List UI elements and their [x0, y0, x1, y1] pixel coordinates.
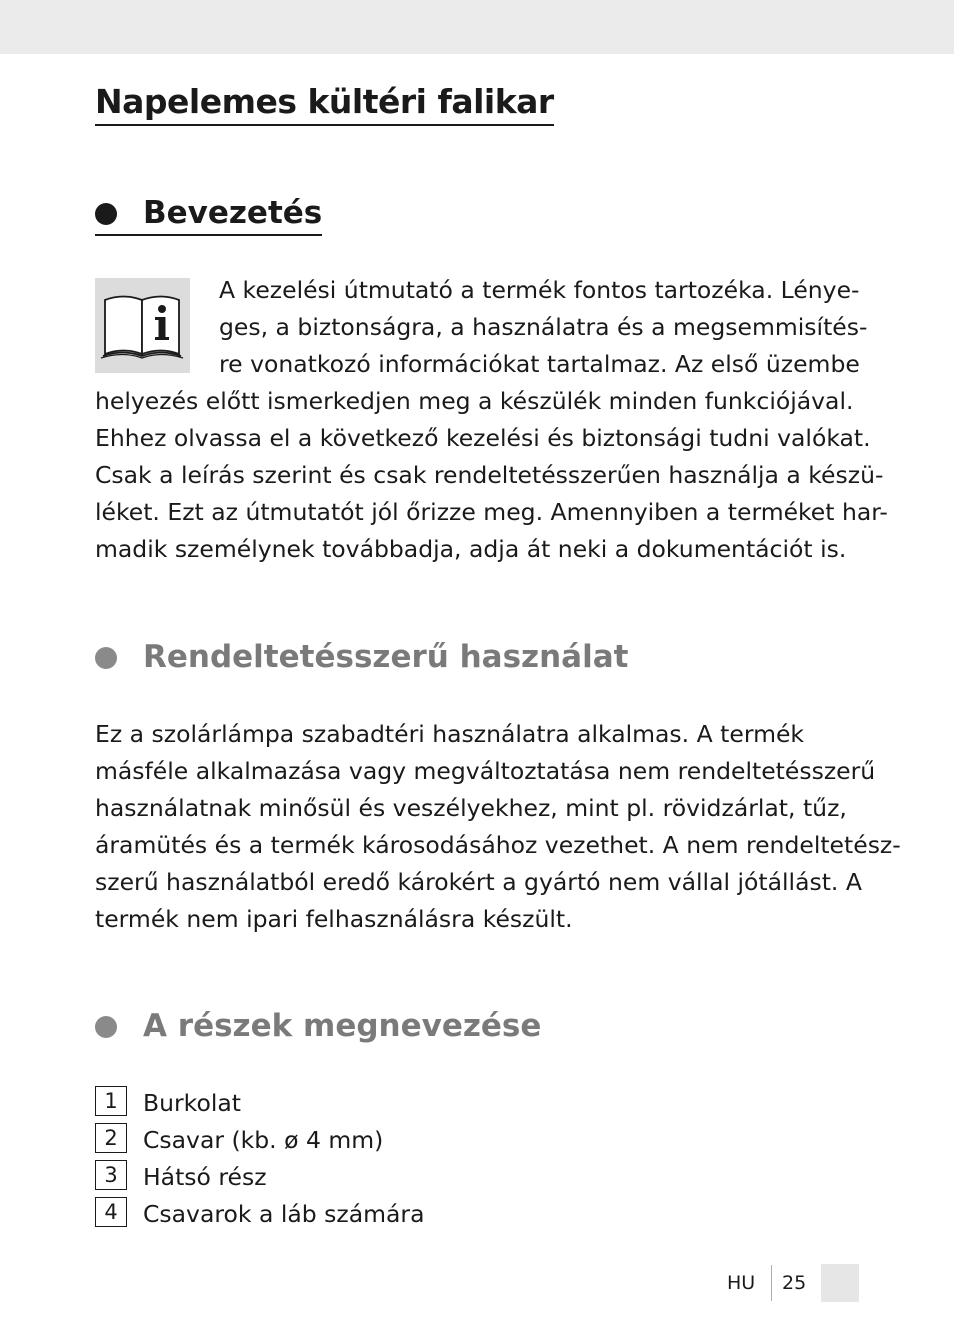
top-band	[0, 0, 954, 54]
footer-divider	[771, 1265, 772, 1301]
section-heading-text: Bevezetés	[143, 195, 323, 231]
section-heading-text: A részek megnevezése	[143, 1008, 542, 1044]
intro-text-line: Ehhez olvassa el a következő kezelési és biztonsági tudni valókat.	[95, 424, 871, 452]
section-heading-intended-use	[95, 636, 628, 678]
intro-text-line: léket. Ezt az útmutatót jól őrizze meg. Amennyiben a terméket har-	[95, 498, 888, 526]
part-label: Csavar (kb. ø 4 mm)	[143, 1126, 384, 1154]
intended-use-text-line: Ez a szolárlámpa szabadtéri használatra alkalmas. A termék	[95, 720, 805, 748]
intended-use-text-line: másféle alkalmazása vagy megváltoztatása nem rendeltetésszerű	[95, 757, 876, 785]
bullet-icon	[95, 647, 117, 669]
intended-use-text-line: szerű használatból eredő károkért a gyártó nem vállal jótállást. A	[95, 868, 862, 896]
part-number-box: 2	[95, 1123, 127, 1153]
page-number: 25	[782, 1272, 807, 1294]
intended-use-text-line: használatnak minősül és veszélyekhez, mint pl. rövidzárlat, tűz,	[95, 794, 847, 822]
intro-text-line: Csak a leírás szerint és csak rendeltetésszerűen használja a készü-	[95, 461, 884, 489]
intro-text-line: helyezés előtt ismerkedjen meg a készülék minden funkciójával.	[95, 387, 854, 415]
part-number-box: 3	[95, 1160, 127, 1190]
intro-text-line: A kezelési útmutató a termék fontos tartozéka. Lénye-	[219, 276, 860, 304]
footer-language: HU	[727, 1272, 756, 1294]
info-book-icon	[95, 278, 190, 373]
intended-use-text-line: termék nem ipari felhasználásra készült.	[95, 905, 573, 933]
part-number-box: 1	[95, 1086, 127, 1116]
section-heading-text: Rendeltetésszerű használat	[143, 639, 629, 675]
bullet-icon	[95, 1016, 117, 1038]
footer-tab-marker	[821, 1264, 859, 1302]
intro-text-line: madik személynek továbbadja, adja át neki a dokumentációt is.	[95, 535, 847, 563]
document-title: Napelemes kültéri falikar	[95, 80, 554, 126]
section-heading-parts	[95, 1005, 541, 1047]
part-label: Burkolat	[143, 1089, 241, 1117]
intended-use-text-line: áramütés és a termék károsodásához vezethet. A nem rendeltetész-	[95, 831, 901, 859]
part-label: Csavarok a láb számára	[143, 1200, 425, 1228]
part-label: Hátsó rész	[143, 1163, 267, 1191]
section-heading-intro	[95, 192, 322, 236]
intro-text-line: ges, a biztonságra, a használatra és a megsemmisítés-	[219, 313, 868, 341]
part-number-box: 4	[95, 1197, 127, 1227]
intro-text-line: re vonatkozó információkat tartalmaz. Az első üzembe	[219, 350, 860, 378]
bullet-icon	[95, 203, 117, 225]
